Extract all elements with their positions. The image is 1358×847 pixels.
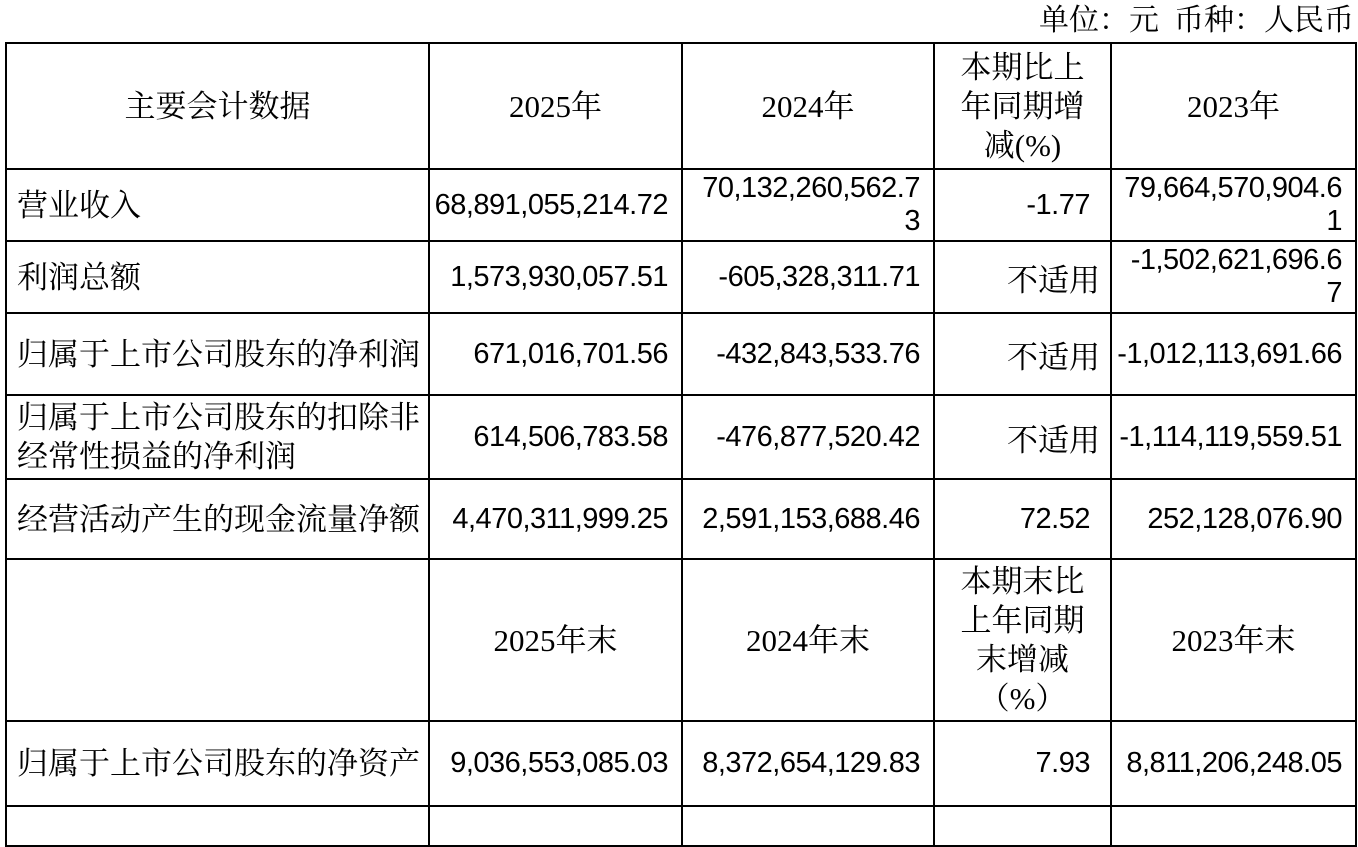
header-cell-change-end: 本期末比上年同期末增减（%）	[934, 559, 1111, 721]
table-row-net-profit-deducted-nonrecurring	[6, 395, 1356, 479]
header-cell-2023-end: 2023年末	[1111, 559, 1356, 721]
row-label	[6, 806, 429, 846]
value-2025	[429, 806, 682, 846]
value-2024: -476,877,520.42	[682, 395, 934, 479]
value-change	[934, 806, 1111, 846]
row-label: 利润总额	[6, 241, 429, 313]
value-2023: 8,811,206,248.05	[1111, 721, 1356, 806]
header-cell-2025: 2025年	[429, 43, 682, 169]
value-2024: -605,328,311.71	[682, 241, 934, 313]
value-2023	[1111, 806, 1356, 846]
header-cell-2024: 2024年	[682, 43, 934, 169]
value-2025: 9,036,553,085.03	[429, 721, 682, 806]
table-row-total-profit	[6, 241, 1356, 313]
key-accounting-data-table	[5, 42, 1357, 847]
value-change: 不适用	[934, 395, 1111, 479]
value-2025: 671,016,701.56	[429, 313, 682, 395]
table-row-net-profit-attributable	[6, 313, 1356, 395]
header-row-period-end	[6, 559, 1356, 721]
value-2024: 8,372,654,129.83	[682, 721, 934, 806]
value-change: 7.93	[934, 721, 1111, 806]
value-2024: 2,591,153,688.46	[682, 479, 934, 559]
value-2025: 1,573,930,057.51	[429, 241, 682, 313]
value-change: -1.77	[934, 169, 1111, 241]
value-2024: 70,132,260,562.73	[682, 169, 934, 241]
table-row-net-assets-attributable	[6, 721, 1356, 806]
table-row-operating-cash-flow	[6, 479, 1356, 559]
table-row-clipped	[6, 806, 1356, 846]
value-change: 不适用	[934, 241, 1111, 313]
value-2023: -1,012,113,691.66	[1111, 313, 1356, 395]
header-cell-indicator: 主要会计数据	[6, 43, 429, 169]
row-label: 归属于上市公司股东的扣除非经常性损益的净利润	[6, 395, 429, 479]
value-2023: 252,128,076.90	[1111, 479, 1356, 559]
value-2025: 68,891,055,214.72	[429, 169, 682, 241]
header-cell-change: 本期比上年同期增减(%)	[934, 43, 1111, 169]
header-cell-2023: 2023年	[1111, 43, 1356, 169]
value-2024	[682, 806, 934, 846]
row-label: 经营活动产生的现金流量净额	[6, 479, 429, 559]
row-label: 营业收入	[6, 169, 429, 241]
row-label: 归属于上市公司股东的净利润	[6, 313, 429, 395]
value-2023: -1,114,119,559.51	[1111, 395, 1356, 479]
row-label: 归属于上市公司股东的净资产	[6, 721, 429, 806]
value-2025: 614,506,783.58	[429, 395, 682, 479]
value-change: 72.52	[934, 479, 1111, 559]
value-2023: 79,664,570,904.61	[1111, 169, 1356, 241]
header-row-annual	[6, 43, 1356, 169]
value-2023: -1,502,621,696.67	[1111, 241, 1356, 313]
table-row-operating-revenue	[6, 169, 1356, 241]
value-change: 不适用	[934, 313, 1111, 395]
value-2024: -432,843,533.76	[682, 313, 934, 395]
unit-currency-label: 单位：元 币种：人民币	[1039, 4, 1354, 37]
header-cell-blank	[6, 559, 429, 721]
header-cell-2024-end: 2024年末	[682, 559, 934, 721]
value-2025: 4,470,311,999.25	[429, 479, 682, 559]
header-cell-2025-end: 2025年末	[429, 559, 682, 721]
